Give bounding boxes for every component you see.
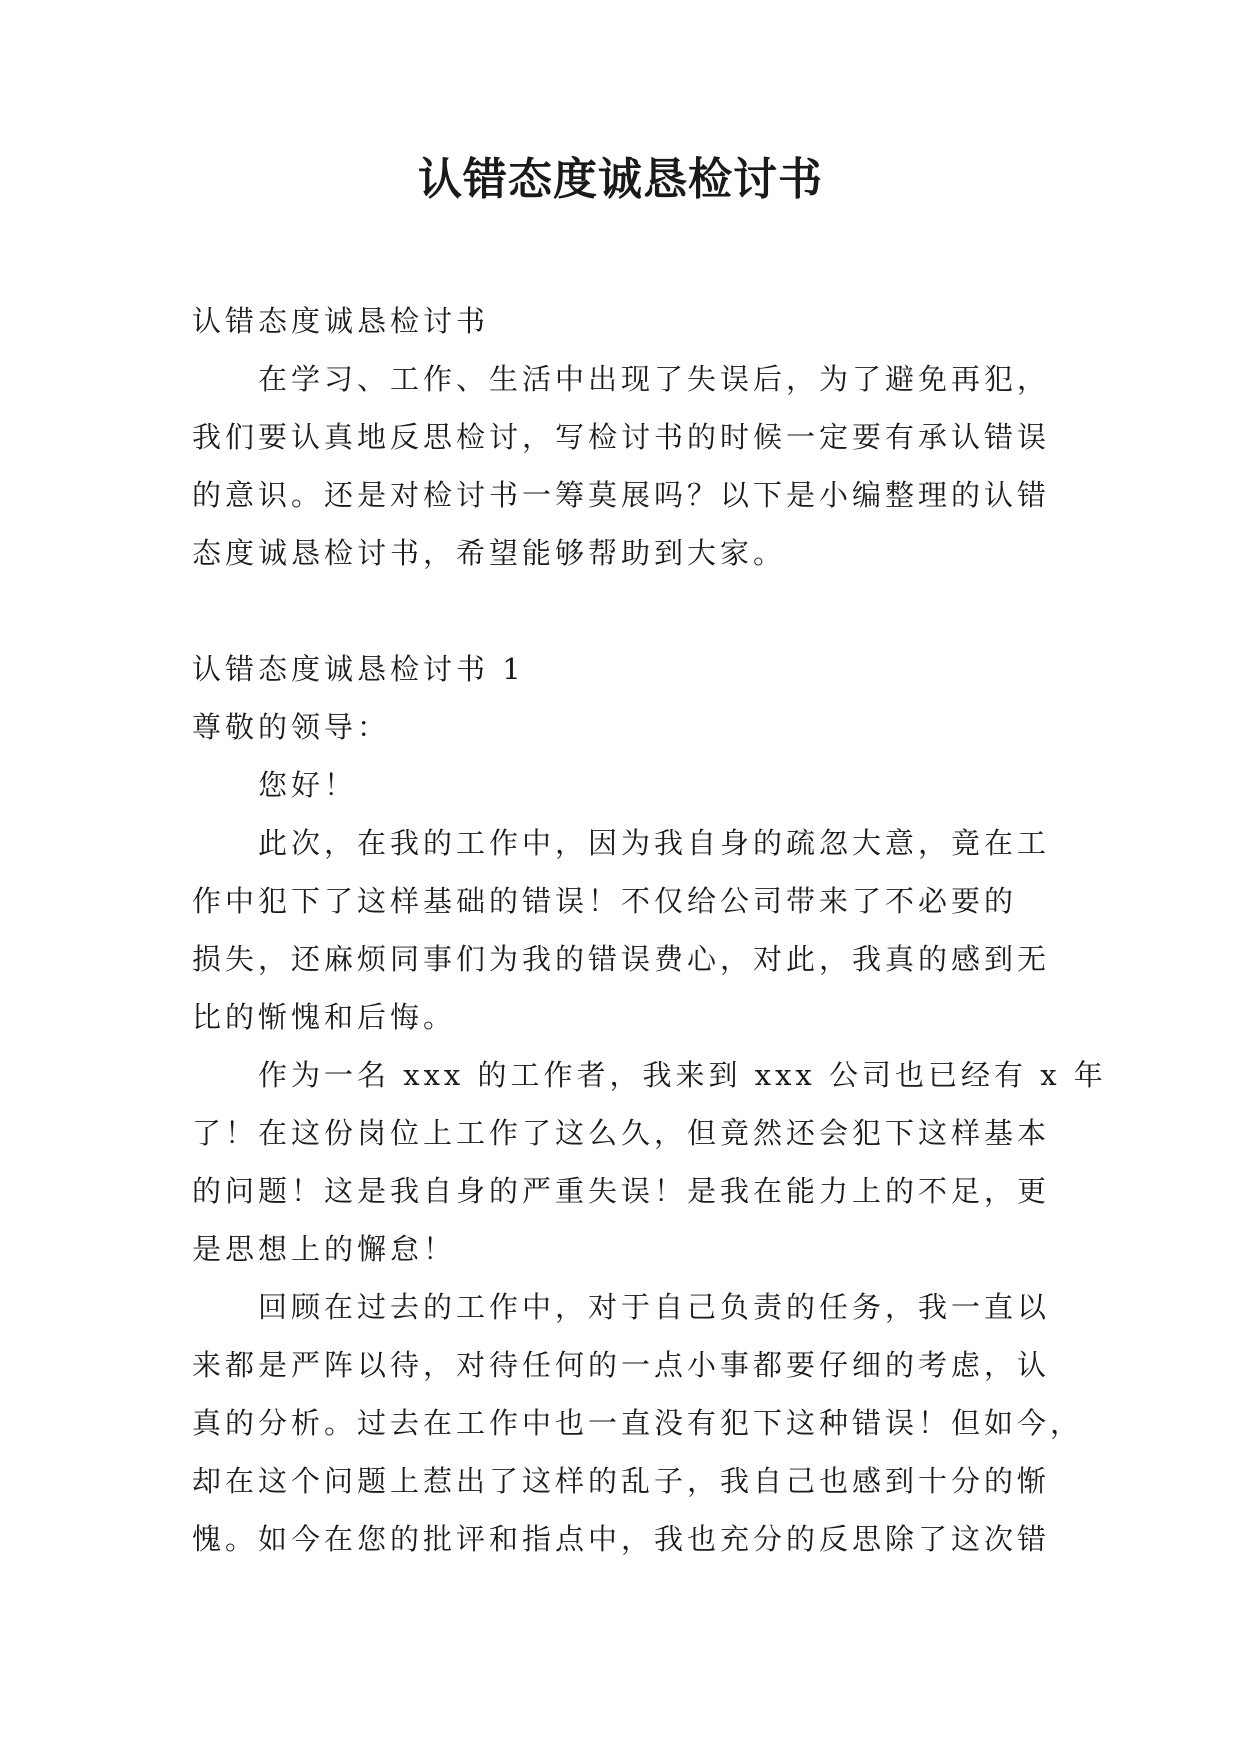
paragraph-line: 了！在这份岗位上工作了这么久，但竟然还会犯下这样基本	[192, 1116, 1051, 1150]
intro-heading: 认错态度诚恳检讨书	[192, 304, 490, 338]
paragraph-line: 真的分析。过去在工作中也一直没有犯下这种错误！但如今，	[192, 1406, 1084, 1440]
paragraph-line: 此次，在我的工作中，因为我自身的疏忽大意，竟在工	[258, 826, 1051, 860]
paragraph-line: 作为一名 xxx 的工作者，我来到 xxx 公司也已经有 x 年	[258, 1058, 1107, 1092]
paragraph-line: 比的惭愧和后悔。	[192, 1000, 457, 1034]
intro-line: 的意识。还是对检讨书一筹莫展吗？以下是小编整理的认错	[192, 478, 1051, 512]
document-body	[192, 292, 1107, 1568]
paragraph-line: 的问题！这是我自身的严重失误！是我在能力上的不足，更	[192, 1174, 1051, 1208]
intro-line: 我们要认真地反思检讨，写检讨书的时候一定要有承认错误	[192, 420, 1051, 454]
intro-line: 在学习、工作、生活中出现了失误后，为了避免再犯，	[258, 362, 1051, 396]
paragraph-line: 损失，还麻烦同事们为我的错误费心，对此，我真的感到无	[192, 942, 1051, 976]
blank-line	[192, 582, 1072, 640]
section-heading: 认错态度诚恳检讨书 1	[192, 652, 525, 686]
paragraph-line: 作中犯下了这样基础的错误！不仅给公司带来了不必要的	[192, 884, 1018, 918]
paragraph-line: 回顾在过去的工作中，对于自己负责的任务，我一直以	[258, 1290, 1051, 1324]
paragraph-line: 愧。如今在您的批评和指点中，我也充分的反思除了这次错	[192, 1522, 1051, 1556]
greeting: 您好！	[258, 768, 358, 802]
salutation: 尊敬的领导：	[192, 710, 391, 744]
paragraph-line: 却在这个问题上惹出了这样的乱子，我自己也感到十分的惭	[192, 1464, 1051, 1498]
paragraph-line: 来都是严阵以待，对待任何的一点小事都要仔细的考虑，认	[192, 1348, 1051, 1382]
intro-line: 态度诚恳检讨书，希望能够帮助到大家。	[192, 536, 787, 570]
document-title: 认错态度诚恳检讨书	[418, 154, 823, 205]
paragraph-line: 是思想上的懈怠！	[192, 1232, 457, 1266]
